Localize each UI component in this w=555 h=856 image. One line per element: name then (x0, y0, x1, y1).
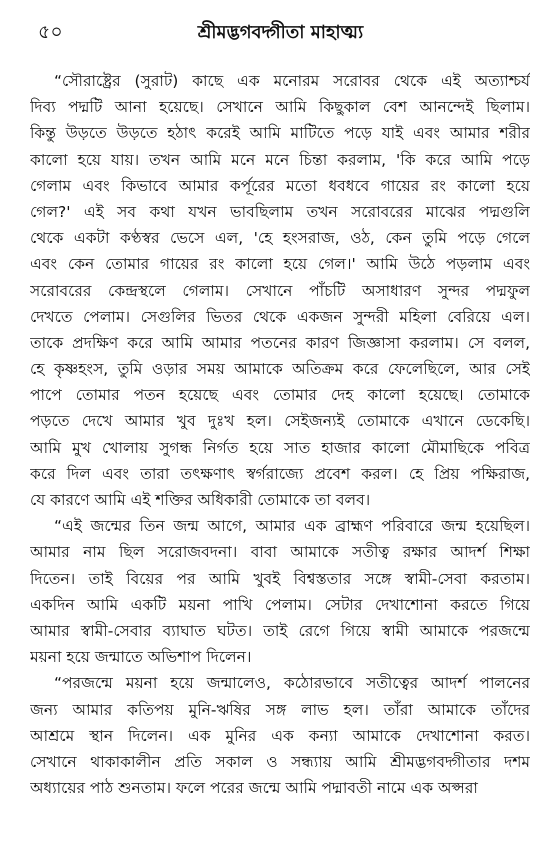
text-line: দেখতে পেলাম। সেগুলির ভিতর থেকে একজন সুন্দরী মহিলা বেরিয়ে এল। (30, 307, 530, 326)
text-line: আমার স্বামী-সেবার ব্যাঘাত ঘটত। তাই রেগে গিয়ে স্বামী আমাকে পরজন্মে (30, 621, 530, 640)
text-line: থেকে একটা কণ্ঠস্বর ভেসে এল, 'হে হংসরাজ, ওঠ, কেন তুমি পড়ে গেলে (30, 229, 530, 248)
text-line: “এই জন্মের তিন জন্ম আগে, আমার এক ব্রাহ্মণ পরিবারে জন্ম হয়েছিল। (54, 517, 530, 536)
text-line: পড়তে দেখে আমার খুব দুঃখ হল। সেইজন্যই তোমাকে এখানে ডেকেছি। (30, 412, 530, 431)
text-line: এবং কেন তোমার গায়ের রং কালো হয়ে গেল।' আমি উঠে পড়লাম এবং (30, 255, 530, 274)
text-line: যে কারণে আমি এই শক্তির অধিকারী তোমাকে তা বলব। (30, 491, 371, 509)
text-line: দিব্য পদ্মটি আনা হয়েছে। সেখানে আমি কিছুকাল বেশ আনন্দেই ছিলাম। (30, 98, 530, 117)
page-header (20, 14, 541, 44)
text-line: একদিন আমি একটি ময়না পাখি পেলাম। সেটার দেখাশোনা করতে গিয়ে (30, 595, 530, 614)
text-line: গেল?' এই সব কথা যখন ভাবছিলাম তখন সরোবরের মাঝের পদ্মগুলি (30, 202, 530, 221)
text-line: সেখানে থাকাকালীন প্রতি সকাল ও সন্ধ্যায় আমি শ্রীমদ্ভগবদ্গীতার দশম (30, 752, 530, 771)
paragraph (30, 68, 530, 513)
text-line: ময়না হয়ে জন্মাতে অভিশাপ দিলেন। (30, 648, 252, 667)
text-line: আশ্রমে স্থান দিলেন। এক মুনির এক কন্যা আমাকে দেখাশোনা করত। (30, 726, 530, 745)
text-line: গেলাম এবং কিভাবে আমার কর্পূরের মতো ধবধবে গায়ের রং কালো হয়ে (30, 176, 530, 195)
text-line: হে কৃষ্ণহংস, তুমি ওড়ার সময় আমাকে অতিক্রম করে ফেলেছিলে, আর সেই (30, 360, 530, 379)
text-line: কালো হয়ে যায়। তখন আমি মনে মনে চিন্তা করলাম, 'কি করে আমি পড়ে (30, 150, 530, 169)
text-line: তাকে প্রদক্ষিণ করে আমি আমার পতনের কারণ জিজ্ঞাসা করলাম। সে বলল, (30, 333, 530, 352)
text-line: আমার নাম ছিল সরোজবদনা। বাবা আমাকে সতীত্ব রক্ষার আদর্শ শিক্ষা (30, 543, 530, 562)
text-line: সরোবরের কেন্দ্রস্থলে গেলাম। সেখানে পাঁচটি অসাধারণ সুন্দর পদ্মফুল (30, 281, 530, 300)
text-line: পাপে তোমার পতন হয়েছে এবং তোমার দেহ কালো হয়েছে। তোমাকে (30, 386, 530, 405)
text-line: কিন্তু উড়তে উড়তে হঠাৎ করেই আমি মাটিতে পড়ে যাই এবং আমার শরীর (30, 124, 530, 143)
text-line: করে দিল এবং তারা তৎক্ষণাৎ স্বর্গরাজ্যে প্রবেশ করল। হে প্রিয় পক্ষিরাজ, (30, 464, 530, 483)
paragraph (30, 513, 530, 670)
running-title: শ্রীমদ্ভগবদ্গীতা মাহাত্ম্য (197, 22, 364, 43)
paragraph (30, 670, 530, 801)
body-text (30, 68, 530, 801)
page-number: ৫০ (38, 21, 63, 43)
text-line: অধ্যায়ের পাঠ শুনতাম। ফলে পরের জন্মে আমি পদ্মাবতী নামে এক অপ্সরা (30, 779, 478, 798)
text-line: আমি মুখ খোলায় সুগন্ধ নির্গত হয়ে সাত হাজার কালো মৌমাছিকে পবিত্র (30, 438, 530, 457)
text-line: জন্য আমার কতিপয় মুনি-ঋষির সঙ্গ লাভ হল। তাঁরা আমাকে তাঁদের (30, 700, 530, 719)
text-line: “সৌরাষ্ট্রের (সুরাট) কাছে এক মনোরম সরোবর থেকে এই অত্যাশ্চর্য (54, 72, 530, 90)
text-line: “পরজন্মে ময়না হয়ে জন্মালেও, কঠোরভাবে সতীত্বের আদর্শ পালনের (54, 674, 530, 693)
text-line: দিতেন। তাই বিয়ের পর আমি খুবই বিশ্বস্ততার সঙ্গে স্বামী-সেবা করতাম। (30, 569, 530, 588)
